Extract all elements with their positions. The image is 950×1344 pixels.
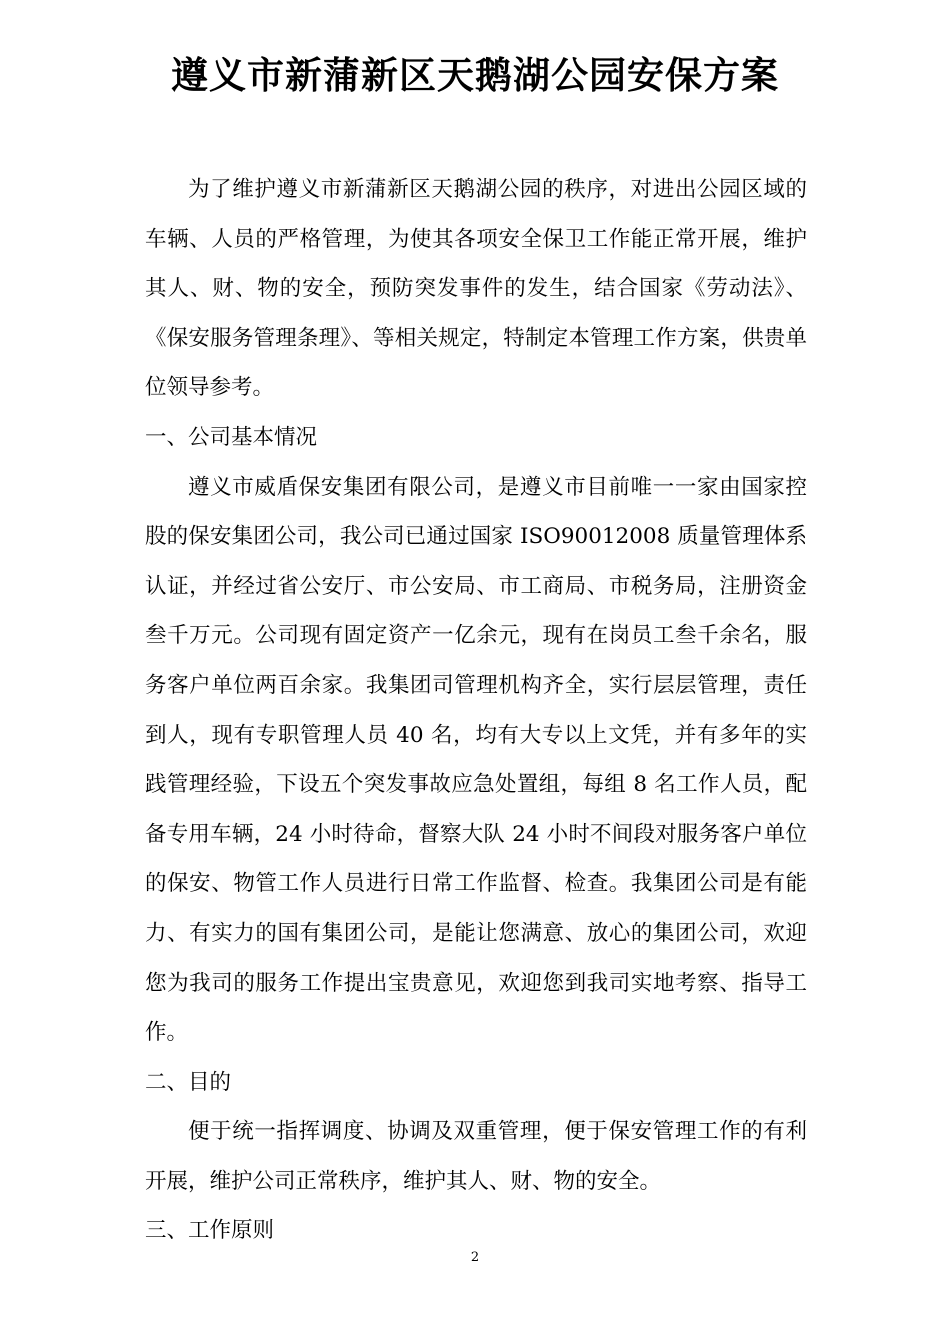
document-body bbox=[145, 165, 807, 1256]
section-heading-purpose: 二、目的 bbox=[145, 1069, 232, 1095]
document-title: 遵义市新蒲新区天鹅湖公园安保方案 bbox=[171, 54, 779, 97]
section-heading-company-overview: 一、公司基本情况 bbox=[145, 424, 318, 450]
page-number: 2 bbox=[470, 1250, 480, 1265]
section-heading-work-principles: 三、工作原则 bbox=[145, 1218, 275, 1244]
section-body-purpose: 便于统一指挥调度、协调及双重管理，便于保安管理工作的有利开展，维护公司正常秩序，维护其人、财、物的安全。 bbox=[145, 1119, 807, 1194]
section-body-company-overview: 遵义市威盾保安集团有限公司，是遵义市目前唯一一家由国家控股的保安集团公司，我公司已通过国家 ISO90012008 质量管理体系认证，并经过省公安厅、市公安局、市工商局、市税务局，注册资金叁千万元。公司现有固定资产一亿余元，现有在岗员工叁千余名，服务客户单位两百余家。我集团司管理机构齐全，实行层层管理，责任到人，现有专职管理人员 40 名，均有大专以上文凭，并有多年的实践管理经验，下设五个突发事故应急处置组，每组 8 名工作人员，配备专用车辆，24 小时待命，督察大队 24 小时不间段对服务客户单位的保安、物管工作人员进行日常工作监督、检查。我集团公司是有能力、有实力的国有集团公司，是能让您满意、放心的集团公司，欢迎您为我司的服务工作提出宝贵意见，欢迎您到我司实地考察、指导工作。 bbox=[145, 474, 807, 1046]
intro-paragraph: 为了维护遵义市新蒲新区天鹅湖公园的秩序，对进出公园区域的车辆、人员的严格管理，为使其各项安全保卫工作能正常开展，维护其人、财、物的安全，预防突发事件的发生，结合国家《劳动法》、《保安服务管理条理》、等相关规定，特制定本管理工作方案，供贵单位领导参考。 bbox=[145, 177, 807, 401]
